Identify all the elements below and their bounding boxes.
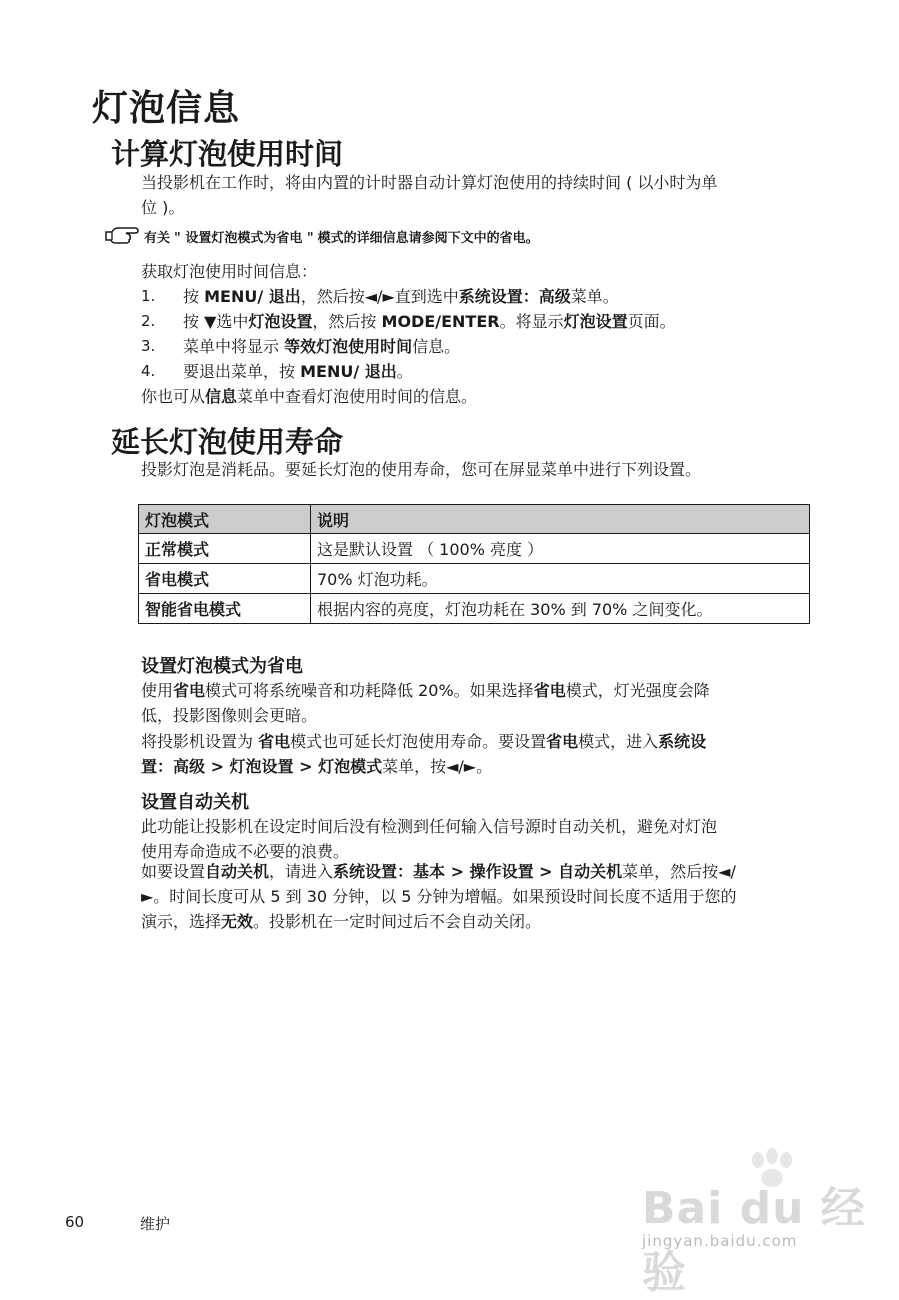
step-number: 1.	[141, 287, 156, 305]
steps-list	[141, 284, 676, 384]
table-cell: 智能省电模式	[139, 594, 311, 624]
table-cell: 省电模式	[139, 564, 311, 594]
pointing-hand-icon	[104, 225, 140, 247]
section-heading-extend-life: 延长灯泡使用寿命	[111, 425, 344, 459]
page-number: 60	[65, 1213, 85, 1231]
table-row	[139, 594, 810, 624]
step-number: 3.	[141, 337, 156, 355]
table-cell: 正常模式	[139, 534, 311, 564]
autooff-paragraph-1: 此功能让投影机在设定时间后没有检测到任何输入信号源时自动关机，避免对灯泡 使用寿命造成不必要的浪费。	[141, 817, 718, 861]
eco-paragraph-1: 使用省电模式可将系统噪音和功耗降低 20%。如果选择省电模式，灯光强度会降 低，投影图像则会更暗。	[141, 681, 710, 725]
intro-line: 位 )。	[141, 198, 185, 217]
note	[104, 225, 539, 247]
lamp-mode-table	[138, 504, 810, 624]
footer-section-title: 维护	[140, 1215, 171, 1233]
autooff-paragraph-2: 如要设置自动关机，请进入系统设置：基本 > 操作设置 > 自动关机菜单，然后按◄/ ►。时间长度可从 5 到 30 分钟，以 5 分钟为增幅。如果预设时间长度不适用于您的 演示，选择无效。投影机在一定时间过后不会自动关闭。	[141, 862, 737, 931]
list-item: 3. 菜单中将显示 等效灯泡使用时间信息。	[141, 334, 676, 359]
intro-line: 当投影机在工作时，将由内置的计时器自动计算灯泡使用的持续时间 ( 以小时为单	[141, 173, 718, 192]
page-title: 灯泡信息	[92, 88, 241, 129]
list-item: 2. 按 ▼选中灯泡设置，然后按 MODE/ENTER。将显示灯泡设置页面。	[141, 309, 676, 334]
subheading-auto-off: 设置自动关机	[141, 792, 249, 813]
list-item: 4. 要退出菜单，按 MENU/ 退出。	[141, 359, 676, 384]
table-row	[139, 564, 810, 594]
section2-intro: 投影灯泡是消耗品。要延长灯泡的使用寿命，您可在屏显菜单中进行下列设置。	[141, 460, 702, 479]
outro-paragraph: 你也可从信息菜单中查看灯泡使用时间的信息。	[141, 387, 478, 406]
list-item: 1. 按 MENU/ 退出，然后按◄/►直到选中系统设置：高级菜单。	[141, 284, 676, 309]
note-text: 模式的详细信息请参阅下文中的省电。	[317, 230, 539, 246]
section-heading-lamp-hours: 计算灯泡使用时间	[111, 137, 344, 171]
note-text: 有关	[144, 230, 171, 246]
table-header-row	[139, 505, 810, 534]
intro-paragraph	[141, 170, 821, 220]
steps-intro: 获取灯泡使用时间信息：	[141, 262, 318, 281]
table-cell: 这是默认设置 （ 100% 亮度 ）	[311, 534, 810, 564]
column-header: 说明	[311, 505, 810, 534]
watermark-brand: Bai du 经验	[642, 1183, 866, 1298]
subheading-eco-mode: 设置灯泡模式为省电	[141, 656, 303, 677]
note-reference: " 设置灯泡模式为省电 "	[174, 230, 314, 246]
table-row	[139, 534, 810, 564]
eco-paragraph-2: 将投影机设置为 省电模式也可延长灯泡使用寿命。要设置省电模式，进入系统设 置：高级 > 灯泡设置 > 灯泡模式菜单，按◄/►。	[141, 732, 707, 776]
step-number: 2.	[141, 312, 156, 330]
step-number: 4.	[141, 362, 156, 380]
table-cell: 根据内容的亮度，灯泡功耗在 30% 到 70% 之间变化。	[311, 594, 810, 624]
column-header: 灯泡模式	[139, 505, 311, 534]
table-cell: 70% 灯泡功耗。	[311, 564, 810, 594]
watermark-url: jingyan.baidu.com	[642, 1232, 798, 1250]
